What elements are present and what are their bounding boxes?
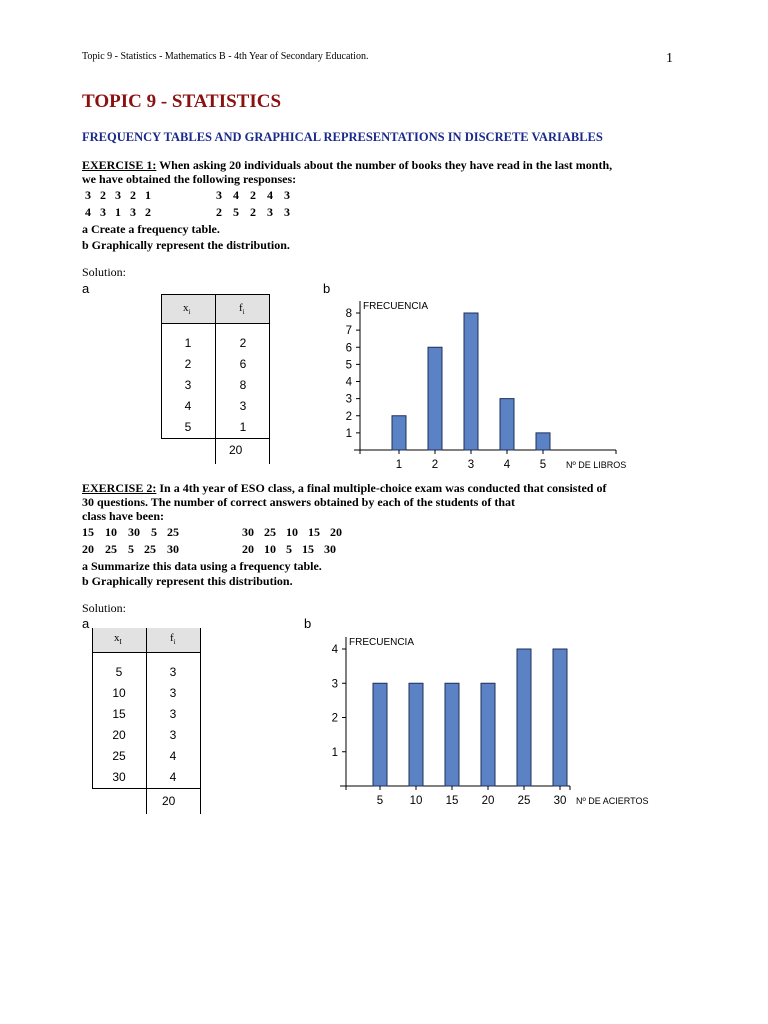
- y-tick-label: 3: [345, 393, 352, 406]
- bar-1: [392, 416, 406, 450]
- table-2-x-column: [108, 662, 130, 788]
- x-tick-label: 3: [467, 459, 475, 471]
- table-cell: 1: [184, 336, 192, 350]
- data-value: 3: [130, 205, 136, 219]
- table-2-total: 20: [162, 794, 176, 808]
- data-value: 5: [233, 205, 239, 219]
- table-cell: 2: [239, 336, 247, 350]
- data-value: 25: [264, 525, 276, 539]
- exercise-2-heading: EXERCISE 2:: [82, 481, 157, 495]
- data-value: 4: [233, 188, 239, 202]
- table-cell: 3: [184, 378, 192, 392]
- x-axis-label: Nº DE LIBROS: [566, 460, 627, 470]
- y-tick-label: 2: [331, 712, 338, 725]
- data-value: 3: [115, 188, 121, 202]
- data-value: 30: [128, 525, 140, 539]
- data-value: 25: [144, 542, 156, 556]
- bar-chart-1: [330, 290, 650, 475]
- bar-25: [517, 649, 531, 786]
- table-2-header-x: $x_I$: [114, 632, 122, 647]
- x-axis-label: Nº DE ACIERTOS: [576, 796, 649, 806]
- data-value: 2: [250, 188, 256, 202]
- exercise-1-data-row-1: [85, 188, 301, 203]
- table-cell: 5: [115, 665, 123, 679]
- x-tick-label: 2: [431, 459, 439, 471]
- exercise-1-part-a-label: a: [82, 281, 90, 296]
- section-subtitle: FREQUENCY TABLES AND GRAPHICAL REPRESENTATIONS IN DISCRETE VARIABLES: [82, 130, 603, 144]
- table-cell: 5: [184, 420, 192, 434]
- data-value: 5: [151, 525, 157, 539]
- data-value: 25: [105, 542, 117, 556]
- y-tick-label: 4: [345, 376, 352, 389]
- data-value: 3: [284, 188, 290, 202]
- data-value: 1: [145, 188, 151, 202]
- page-number: 1: [666, 51, 673, 66]
- table-cell: 1: [239, 420, 247, 434]
- bar-15: [445, 683, 459, 786]
- table-cell: 10: [112, 686, 126, 700]
- table-cell: 4: [169, 749, 177, 763]
- table-cell: 3: [169, 707, 177, 721]
- exercise-1-data-row-2: [85, 205, 301, 220]
- table-cell: 4: [169, 770, 177, 784]
- bar-20: [481, 683, 495, 786]
- table-1-f-column: [236, 333, 250, 438]
- y-tick-label: 8: [345, 308, 352, 320]
- data-value: 20: [330, 525, 342, 539]
- exercise-2-text-line-3: class have been:: [82, 509, 164, 523]
- x-tick-label: 25: [517, 795, 531, 807]
- data-value: 10: [264, 542, 276, 556]
- data-value: 5: [286, 542, 292, 556]
- data-value: 15: [302, 542, 314, 556]
- bar-10: [409, 683, 423, 786]
- y-tick-label: 1: [331, 746, 338, 759]
- x-tick-label: 5: [539, 459, 547, 471]
- exercise-1-text-line-2: we have obtained the following responses:: [82, 172, 297, 186]
- y-tick-label: 5: [345, 359, 352, 372]
- data-value: 25: [167, 525, 179, 539]
- data-value: 2: [250, 205, 256, 219]
- y-tick-label: 3: [331, 678, 338, 691]
- table-2-header-f: $f_i$: [170, 632, 176, 647]
- exercise-2-part-a-label: a: [82, 616, 90, 631]
- bar-chart-2: [320, 625, 660, 810]
- data-value: 3: [85, 188, 91, 202]
- data-value: 4: [267, 188, 273, 202]
- table-cell: 3: [169, 728, 177, 742]
- y-axis-label: FRECUENCIA: [349, 637, 415, 648]
- data-value: 10: [286, 525, 298, 539]
- table-cell: 15: [112, 707, 126, 721]
- exercise-1-text-line-1: When asking 20 individuals about the number of books they have read in the last month,: [156, 158, 613, 172]
- table-cell: 25: [112, 749, 126, 763]
- exercise-2-solution-label: Solution:: [82, 601, 127, 615]
- x-tick-label: 20: [481, 795, 495, 807]
- table-cell: 6: [239, 357, 247, 371]
- exercise-2-part-b-label: b: [304, 616, 312, 631]
- data-value: 10: [105, 525, 117, 539]
- data-value: 5: [128, 542, 134, 556]
- data-value: 30: [167, 542, 179, 556]
- data-value: 30: [242, 525, 254, 539]
- data-value: 15: [82, 525, 94, 539]
- x-tick-label: 4: [503, 459, 511, 471]
- data-value: 30: [324, 542, 336, 556]
- exercise-1-part-b-label: b: [323, 281, 331, 296]
- bar-30: [553, 649, 567, 786]
- bar-5: [373, 683, 387, 786]
- table-cell: 4: [184, 399, 192, 413]
- table-2-f-column: [166, 662, 180, 788]
- table-1-header-x: $x_i$: [183, 302, 191, 317]
- y-tick-label: 6: [345, 342, 352, 355]
- table-1-total: 20: [229, 443, 243, 457]
- data-value: 20: [242, 542, 254, 556]
- page-title: TOPIC 9 - STATISTICS: [82, 91, 282, 112]
- x-tick-label: 1: [395, 459, 403, 471]
- table-1-header-f: $f_i$: [239, 302, 245, 317]
- data-value: 3: [284, 205, 290, 219]
- data-value: 3: [100, 205, 106, 219]
- exercise-1-statement: [82, 158, 662, 186]
- data-value: 15: [308, 525, 320, 539]
- table-1-frame: [161, 294, 273, 466]
- data-value: 2: [100, 188, 106, 202]
- exercise-2-data-row-2: [82, 542, 346, 557]
- table-cell: 2: [184, 357, 192, 371]
- table-cell: 8: [239, 378, 247, 392]
- bar-4: [500, 399, 514, 450]
- y-tick-label: 4: [331, 644, 338, 656]
- table-cell: 3: [169, 686, 177, 700]
- y-tick-label: 1: [345, 427, 352, 440]
- x-tick-label: 10: [409, 795, 423, 807]
- x-tick-label: 5: [376, 795, 384, 807]
- exercise-1-task-b: b Graphically represent the distribution.: [82, 238, 290, 252]
- bar-2: [428, 347, 442, 450]
- table-1-x-column: [181, 333, 195, 438]
- y-tick-label: 2: [345, 410, 352, 423]
- exercise-2-task-a: a Summarize this data using a frequency table.: [82, 559, 322, 573]
- exercise-1-heading: EXERCISE 1:: [82, 158, 157, 172]
- table-cell: 30: [112, 770, 126, 784]
- bar-3: [464, 313, 478, 450]
- data-value: 2: [216, 205, 222, 219]
- data-value: 3: [216, 188, 222, 202]
- exercise-2-data-row-1: [82, 525, 352, 540]
- running-header: Topic 9 - Statistics - Mathematics B - 4th Year of Secondary Education.: [82, 51, 369, 62]
- exercise-2-text-line-2: 30 questions. The number of correct answers obtained by each of the students of that: [82, 495, 516, 509]
- data-value: 4: [85, 205, 91, 219]
- x-tick-label: 15: [445, 795, 459, 807]
- exercise-2-text-line-1: In a 4th year of ESO class, a final multiple-choice exam was conducted that consisted of: [156, 481, 607, 495]
- table-cell: 20: [112, 728, 126, 742]
- y-tick-label: 7: [345, 325, 352, 338]
- exercise-1-solution-label: Solution:: [82, 265, 127, 279]
- table-cell: 3: [169, 665, 177, 679]
- data-value: 2: [145, 205, 151, 219]
- bar-5: [536, 433, 550, 450]
- table-cell: 3: [239, 399, 247, 413]
- data-value: 3: [267, 205, 273, 219]
- x-tick-label: 30: [553, 795, 567, 807]
- exercise-2-statement: [82, 481, 662, 523]
- exercise-1-task-a: a Create a frequency table.: [82, 222, 220, 236]
- data-value: 20: [82, 542, 94, 556]
- exercise-2-task-b: b Graphically represent this distribution.: [82, 574, 293, 588]
- data-value: 1: [115, 205, 121, 219]
- data-value: 2: [130, 188, 136, 202]
- y-axis-label: FRECUENCIA: [363, 301, 429, 312]
